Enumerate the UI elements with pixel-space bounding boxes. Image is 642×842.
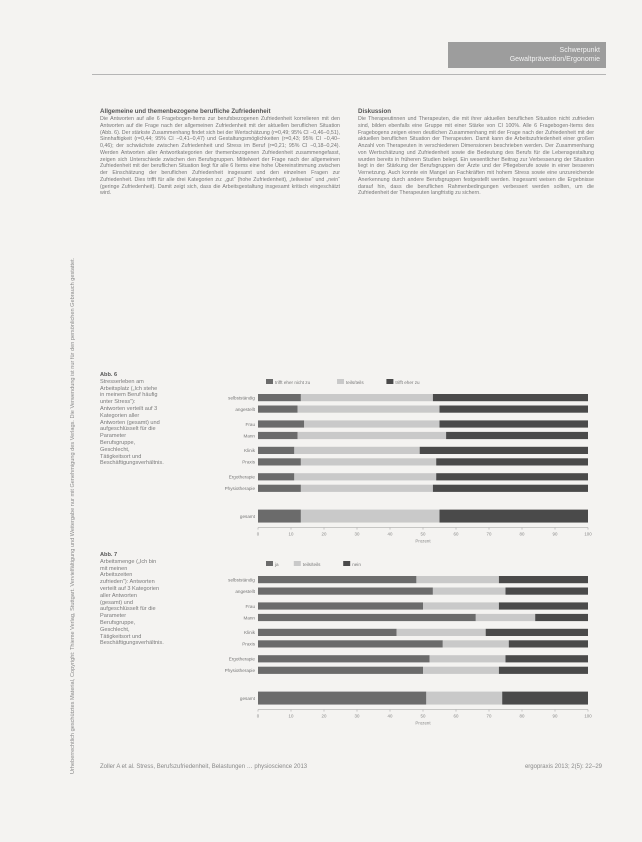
bar-segment bbox=[420, 447, 588, 454]
figure6-caption-text: Stresserleben am Arbeitsplatz („Ich stehe in meinem Beruf häufig unter Stress“): Antworten verteilt auf 3 Kategorien aller Antworten (gesamt) und aufgeschlüsselt für die Parameter Berufsgruppe, Geschlecht, Tätigkeitsort und Beschäftigungsverhältnis. bbox=[100, 378, 164, 467]
legend-label: ja bbox=[275, 562, 279, 567]
bar-segment bbox=[258, 447, 294, 454]
x-tick-label: 0 bbox=[256, 531, 260, 537]
sidebar-copyright-text: Urheberrechtlich geschütztes Material, Copyright: Thieme Verlag, Stuttgart. Vervielfältigung und Weitergabe nur mit Genehmigung des Verlags. Die Verwendung ist nur für den persönlichen Gebrauch gestattet. bbox=[70, 257, 76, 774]
x-axis-label: Prozent bbox=[415, 538, 431, 544]
category-label: Praxis bbox=[242, 459, 255, 465]
legend-label: trifft eher zu bbox=[395, 380, 420, 385]
x-tick-label: 40 bbox=[387, 713, 393, 719]
bar-segment bbox=[433, 588, 506, 595]
bar-segment bbox=[436, 458, 588, 465]
x-tick-label: 90 bbox=[552, 531, 558, 537]
figure7-caption-title: Abb. 7 bbox=[100, 552, 118, 558]
bar-segment bbox=[258, 473, 294, 480]
bar-segment bbox=[258, 406, 298, 413]
bar-segment bbox=[301, 458, 436, 465]
category-label: angestellt bbox=[235, 588, 255, 594]
bar-segment bbox=[258, 394, 301, 401]
figure7-caption bbox=[100, 552, 164, 647]
figure6-caption-title: Abb. 6 bbox=[100, 372, 118, 378]
figure6-caption bbox=[100, 372, 164, 467]
category-label: gesamt bbox=[239, 513, 255, 519]
left-column-heading: Allgemeine und themenbezogene berufliche Zufriedenheit bbox=[100, 108, 271, 115]
bar-segment bbox=[440, 420, 589, 427]
bar-segment bbox=[443, 640, 509, 647]
legend-swatch bbox=[337, 379, 344, 384]
bar-segment bbox=[502, 692, 588, 705]
bar-segment bbox=[258, 588, 433, 595]
section-tag bbox=[448, 42, 606, 68]
bar-segment bbox=[304, 420, 439, 427]
x-tick-label: 70 bbox=[486, 531, 492, 537]
bar-segment bbox=[486, 629, 588, 636]
bar-segment bbox=[499, 576, 588, 583]
bar-segment bbox=[258, 458, 301, 465]
bar-segment bbox=[476, 614, 535, 621]
category-label: Ergotherapie bbox=[228, 656, 255, 662]
x-tick-label: 30 bbox=[354, 713, 360, 719]
x-tick-label: 100 bbox=[584, 531, 592, 537]
bar-segment bbox=[301, 485, 433, 492]
category-label: Klinik bbox=[244, 630, 255, 636]
bar-segment bbox=[258, 629, 397, 636]
footer-citation: Zoller A et al. Stress, Berufszufriedenheit, Belastungen … physioscience 2013 bbox=[100, 764, 308, 770]
sidebar-copyright bbox=[70, 74, 84, 774]
right-column bbox=[358, 108, 594, 197]
legend-label: teils/teils bbox=[346, 380, 364, 385]
section-tag-line1: Schwerpunkt bbox=[559, 47, 600, 54]
bar-segment bbox=[446, 432, 588, 439]
header-rule bbox=[92, 74, 606, 75]
right-column-body: Die Therapeutinnen und Therapeuten, die mit ihrer aktuellen beruflichen Situation nicht zufrieden sind, bilden ebenfalls eine Gruppe mit einer Stärke von CI 100%. Alle 6 Fragebogen-Items des Fragebogens zeigen einen deutlichen Zusammenhang mit der Frage nach der Zufriedenheit mit der aktuellen beruflichen Situation der Therapeuten. Damit kann die Arbeitszufriedenheit einer großen Anzahl von Therapeuten in verschiedenen Dimensionen beschrieben werden. Der Zusammenhang von Wertschätzung und Zufriedenheit sowie die Bedeutung des Berufs für die Lebensgestaltung wurden bereits in früheren Studien belegt. Ein wesentlicher Beitrag zur Verbesserung der Situation liegt in der Stärkung der Berufsgruppen der Ärzte und der Pflegeberufe sowie in einer besseren Vernetzung. Auch konnte ein Mangel an Fachkräften mit hohem Stress sowie eine unzureichende Anerkennung durch andere Berufsgruppen festgestellt werden. Insgesamt weisen die Ergebnisse darauf hin, dass die beruflichen Rahmenbedingungen verbessert werden sollten, um die Zufriedenheit der Therapeuten langfristig zu sichern. bbox=[358, 116, 594, 197]
figure7-chart bbox=[200, 556, 600, 726]
category-label: selbstständig bbox=[228, 395, 255, 401]
x-axis-label: Prozent bbox=[415, 720, 431, 726]
category-label: angestellt bbox=[235, 406, 255, 412]
x-tick-label: 60 bbox=[453, 713, 459, 719]
legend-label: nein bbox=[352, 562, 361, 567]
category-label: Mann bbox=[243, 615, 255, 621]
x-tick-label: 10 bbox=[288, 531, 294, 537]
x-tick-label: 50 bbox=[420, 531, 426, 537]
bar-segment bbox=[258, 432, 298, 439]
bar-segment bbox=[440, 406, 589, 413]
bar-segment bbox=[258, 667, 423, 674]
bar-segment bbox=[301, 510, 440, 523]
bar-segment bbox=[298, 432, 447, 439]
bar-segment bbox=[506, 655, 589, 662]
category-label: Frau bbox=[245, 603, 255, 609]
category-label: Praxis bbox=[242, 641, 255, 647]
x-tick-label: 90 bbox=[552, 713, 558, 719]
x-tick-label: 40 bbox=[387, 531, 393, 537]
x-tick-label: 80 bbox=[519, 531, 525, 537]
x-tick-label: 60 bbox=[453, 531, 459, 537]
left-column bbox=[100, 108, 340, 197]
category-label: Physiotherapie bbox=[224, 486, 255, 492]
category-label: Physiotherapie bbox=[224, 668, 255, 674]
bar-segment bbox=[535, 614, 588, 621]
bar-segment bbox=[294, 447, 419, 454]
category-label: selbstständig bbox=[228, 577, 255, 583]
bar-segment bbox=[426, 692, 502, 705]
bar-segment bbox=[509, 640, 588, 647]
right-column-heading: Diskussion bbox=[358, 108, 392, 115]
category-label: Frau bbox=[245, 421, 255, 427]
x-tick-label: 50 bbox=[420, 713, 426, 719]
legend-swatch bbox=[386, 379, 393, 384]
bar-segment bbox=[499, 667, 588, 674]
bar-segment bbox=[499, 602, 588, 609]
legend-label: trifft eher nicht zu bbox=[275, 380, 311, 385]
x-tick-label: 20 bbox=[321, 713, 327, 719]
category-label: Mann bbox=[243, 433, 255, 439]
category-label: gesamt bbox=[239, 695, 255, 701]
bar-segment bbox=[258, 420, 304, 427]
bar-segment bbox=[397, 629, 486, 636]
bar-segment bbox=[258, 602, 423, 609]
bar-segment bbox=[294, 473, 436, 480]
bar-segment bbox=[430, 655, 506, 662]
bar-segment bbox=[433, 485, 588, 492]
bar-segment bbox=[258, 640, 443, 647]
x-tick-label: 70 bbox=[486, 713, 492, 719]
legend-swatch bbox=[266, 379, 273, 384]
bar-segment bbox=[423, 667, 499, 674]
x-tick-label: 0 bbox=[256, 713, 260, 719]
figure7-caption-text: Arbeitsmenge („Ich bin mit meinen Arbeitszeiten zufrieden“): Antworten verteilt auf 3 Kategorien aller Antworten (gesamt) und aufgeschlüsselt für die Parameter Berufsgruppe, Geschlecht, Tätigkeitsort und Beschäftigungsverhältnis. bbox=[100, 558, 164, 647]
category-label: Ergotherapie bbox=[228, 474, 255, 480]
x-tick-label: 20 bbox=[321, 531, 327, 537]
bar-segment bbox=[506, 588, 589, 595]
bar-segment bbox=[416, 576, 499, 583]
bar-segment bbox=[301, 394, 433, 401]
bar-segment bbox=[258, 614, 476, 621]
figure6-chart bbox=[200, 374, 600, 544]
x-tick-label: 100 bbox=[584, 713, 592, 719]
legend-label: teils/teils bbox=[302, 562, 321, 567]
bar-segment bbox=[258, 485, 301, 492]
footer-journal: ergopraxis 2013; 2(5): 22–29 bbox=[524, 764, 602, 770]
category-label: Klinik bbox=[244, 448, 255, 454]
x-tick-label: 10 bbox=[288, 713, 294, 719]
left-column-body: Die Antworten auf alle 6 Fragebogen-Items zur berufsbezogenen Zufriedenheit korrelieren mit den Antworten auf die Frage nach der allgemeinen Zufriedenheit mit der aktuellen beruflichen Situation (Abb. 6). Der stärkste Zusammenhang findet sich bei der Wertschätzung (r=0,49; 95% CI −0,46–0,51), Sinnhaftigkeit (r=0,44; 95% CI −0,41–0,47) und Gestaltungsmöglichkeiten (r=0,43; 95% CI −0,40–0,46); der schwächste zwischen Zufriedenheit und Stress im Beruf (r=0,21; 95% CI −0,18–0,24). Werden Antworten aller Antwortkategorien der themenbezogenen Zufriedenheit zusammengefasst, zeigen sich Unterschiede zwischen den Berufsgruppen. Mittelwert der Frage nach der allgemeinen Zufriedenheit mit der beruflichen Situation liegt für alle 6 Items eine hohe Übereinstimmung zwischen der Einschätzung der beruflichen Zufriedenheit insgesamt und den einzelnen Fragen zur Zufriedenheit. Dies trifft für alle drei Kategorien zu: „gut“ (hohe Zufriedenheit), „teilweise“ und „nein“ (geringe Zufriedenheit). Damit zeigt sich, dass die Arbeitsgestaltung insgesamt kritisch eingeschätzt wird. bbox=[100, 116, 340, 197]
legend-swatch bbox=[343, 561, 350, 566]
bar-segment bbox=[298, 406, 440, 413]
legend-swatch bbox=[294, 561, 301, 566]
bar-segment bbox=[440, 510, 589, 523]
bar-segment bbox=[433, 394, 588, 401]
bar-segment bbox=[258, 692, 426, 705]
bar-segment bbox=[436, 473, 588, 480]
x-tick-label: 30 bbox=[354, 531, 360, 537]
bar-segment bbox=[423, 602, 499, 609]
section-tag-line2: Gewaltprävention/Ergonomie bbox=[509, 56, 600, 63]
x-tick-label: 80 bbox=[519, 713, 525, 719]
bar-segment bbox=[258, 655, 430, 662]
bar-segment bbox=[258, 576, 416, 583]
bar-segment bbox=[258, 510, 301, 523]
legend-swatch bbox=[266, 561, 273, 566]
